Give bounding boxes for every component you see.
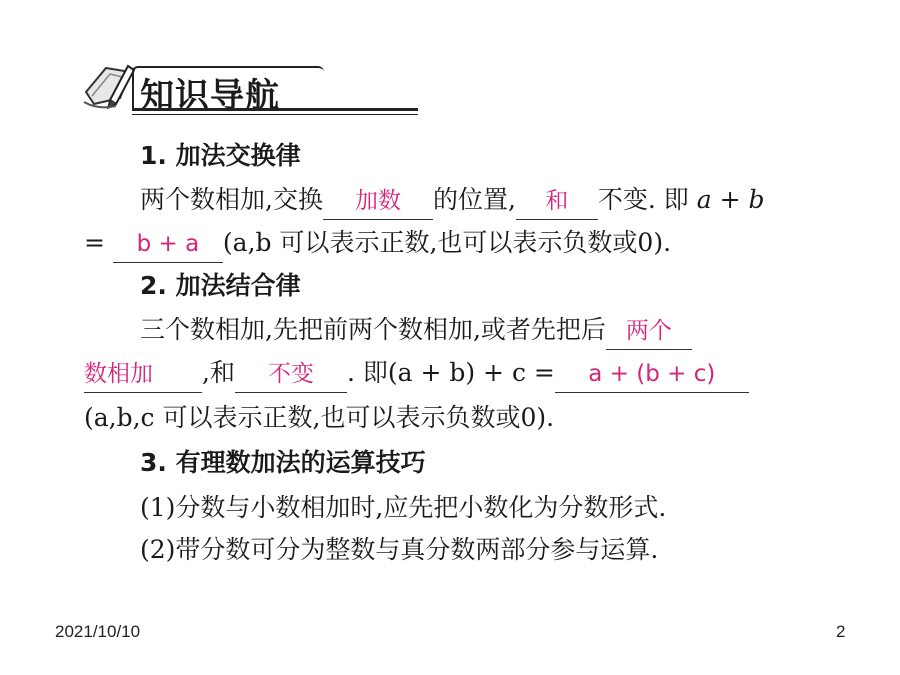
text: 三个数相加,先把前两个数相加,或者先把后 bbox=[140, 315, 606, 344]
s1-line2 bbox=[84, 225, 671, 263]
pencil-paper-icon bbox=[80, 58, 140, 116]
page-number: 2 bbox=[836, 622, 846, 641]
section-header bbox=[80, 58, 350, 120]
answer-blank: 加数 bbox=[323, 183, 433, 220]
answer-blank: 不变 bbox=[235, 356, 347, 393]
text: 不变. 即 bbox=[597, 185, 689, 214]
text: ,和 bbox=[202, 358, 235, 387]
answer-blank: a + (b + c) bbox=[555, 356, 749, 393]
tip-1: (1)分数与小数相加时,应先把小数化为分数形式. bbox=[140, 493, 667, 522]
s1-line1 bbox=[140, 182, 765, 220]
footer-date: 2021/10/10 bbox=[55, 622, 141, 641]
answer-blank: 数相加 bbox=[84, 356, 202, 393]
tip-2: (2)带分数可分为整数与真分数两部分参与运算. bbox=[140, 535, 659, 564]
s2-line1 bbox=[140, 312, 692, 350]
section-title: 知识导航 bbox=[140, 76, 280, 116]
text: 两个数相加,交换 bbox=[140, 185, 323, 214]
heading-techniques: 3. 有理数加法的运算技巧 bbox=[140, 448, 426, 477]
answer-blank: 两个 bbox=[606, 313, 692, 350]
text: (a,b 可以表示正数,也可以表示负数或0). bbox=[222, 228, 672, 257]
title-underline-thin bbox=[132, 114, 418, 115]
answer-blank: b + a bbox=[113, 226, 223, 263]
text: = bbox=[84, 228, 105, 257]
heading-associative: 2. 加法结合律 bbox=[140, 271, 301, 300]
s2-line2 bbox=[84, 355, 749, 393]
text: 的位置, bbox=[432, 185, 516, 214]
text: . 即(a + b) + c = bbox=[346, 358, 555, 387]
heading-commutative: 1. 加法交换律 bbox=[140, 141, 301, 170]
math-expression: a + b bbox=[696, 185, 765, 214]
title-underline bbox=[132, 108, 418, 111]
answer-blank: 和 bbox=[516, 183, 598, 220]
s2-line3: (a,b,c 可以表示正数,也可以表示负数或0). bbox=[84, 403, 555, 432]
